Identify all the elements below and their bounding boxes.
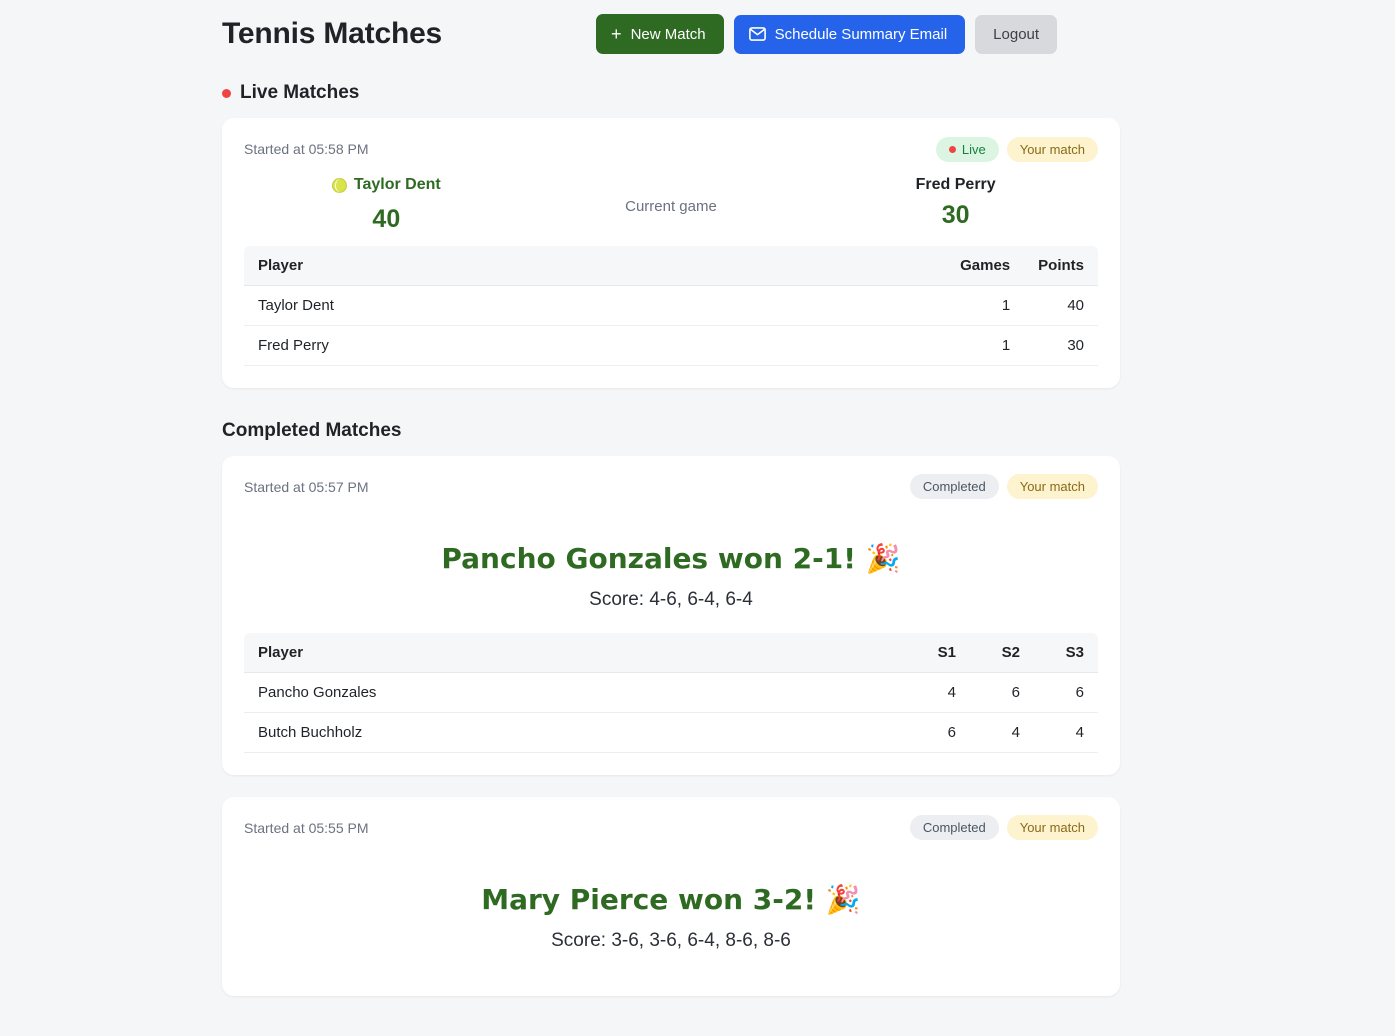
plus-icon: + (611, 24, 622, 44)
column-header-games: Games (946, 246, 1024, 286)
live-matches-heading (222, 82, 1395, 104)
completed-match-start-time: Started at 05:57 PM (244, 478, 369, 495)
completed-match-badges (910, 815, 1098, 840)
cell-set1: 4 (906, 672, 970, 712)
live-match-badges (936, 137, 1098, 162)
live-match-card (222, 118, 1120, 388)
live-current-game (244, 176, 1098, 234)
table-header-row (244, 633, 1098, 673)
live-matches-title: Live Matches (240, 82, 360, 103)
page-title: Tennis Matches (222, 17, 443, 50)
column-header-points: Points (1024, 246, 1098, 286)
column-header-player: Player (244, 633, 906, 673)
completed-match-card (222, 797, 1120, 996)
cell-set1: 6 (906, 712, 970, 752)
live-dot-icon (949, 146, 956, 153)
completed-match-card (222, 456, 1120, 775)
live-player-left (244, 176, 529, 234)
your-match-badge: Your match (1007, 137, 1098, 162)
new-match-button[interactable] (596, 14, 724, 54)
tennis-ball-icon (332, 178, 347, 193)
mail-icon (749, 27, 766, 41)
cell-games: 1 (946, 325, 1024, 365)
live-player-left-points: 40 (372, 204, 401, 233)
current-game-label: Current game (625, 198, 717, 215)
cell-set3: 6 (1034, 672, 1098, 712)
live-match-card-header (244, 136, 1098, 162)
live-match-score-table (244, 246, 1098, 366)
cell-player-name: Butch Buchholz (244, 712, 906, 752)
table-row (244, 672, 1098, 712)
new-match-label: New Match (630, 25, 706, 43)
live-player-right (813, 176, 1098, 230)
completed-match-card-header (244, 815, 1098, 841)
your-match-badge: Your match (1007, 815, 1098, 840)
completed-match-badges (910, 474, 1098, 499)
live-match-start-time: Started at 05:58 PM (244, 141, 369, 157)
live-indicator-icon (222, 89, 231, 98)
cell-player-name: Taylor Dent (244, 285, 946, 325)
logout-label: Logout (993, 25, 1040, 43)
status-badge-live-label: Live (961, 141, 986, 157)
cell-games: 1 (946, 285, 1024, 325)
completed-matches-title: Completed Matches (222, 419, 402, 441)
live-player-left-name-row (332, 176, 441, 194)
completed-match-card-header (244, 474, 1098, 500)
header-actions (596, 14, 1057, 54)
schedule-summary-email-button[interactable] (734, 15, 966, 54)
app-header (222, 0, 1119, 64)
cell-player-name: Pancho Gonzales (244, 672, 906, 712)
completed-match-score-table (244, 633, 1098, 753)
live-player-right-points: 30 (941, 201, 970, 229)
table-row (244, 285, 1098, 325)
schedule-summary-email-label: Schedule Summary Email (774, 25, 948, 43)
live-player-left-name: Taylor Dent (353, 176, 441, 193)
status-badge-completed: Completed (910, 815, 999, 840)
logout-button[interactable] (975, 15, 1057, 54)
your-match-badge: Your match (1007, 474, 1098, 499)
cell-points: 30 (1024, 325, 1098, 365)
live-player-right-name: Fred Perry (915, 176, 996, 193)
table-row (244, 325, 1098, 365)
column-header-s2: S2 (970, 633, 1034, 673)
table-header-row (244, 246, 1098, 286)
status-badge-live (936, 137, 999, 162)
match-result-title: Pancho Gonzales won 2-1! 🎉 (441, 541, 901, 575)
match-score-line: Score: 4-6, 6-4, 6-4 (589, 588, 753, 610)
status-badge-completed: Completed (910, 474, 999, 499)
cell-points: 40 (1024, 285, 1098, 325)
match-result-title: Mary Pierce won 3-2! 🎉 (481, 882, 861, 916)
column-header-s3: S3 (1034, 633, 1098, 673)
cell-set3: 4 (1034, 712, 1098, 752)
cell-player-name: Fred Perry (244, 325, 946, 365)
completed-match-start-time: Started at 05:55 PM (244, 819, 369, 836)
column-header-player: Player (244, 246, 946, 286)
column-header-s1: S1 (906, 633, 970, 673)
cell-set2: 6 (970, 672, 1034, 712)
match-score-line: Score: 3-6, 3-6, 6-4, 8-6, 8-6 (551, 929, 791, 951)
cell-set2: 4 (970, 712, 1034, 752)
table-row (244, 712, 1098, 752)
